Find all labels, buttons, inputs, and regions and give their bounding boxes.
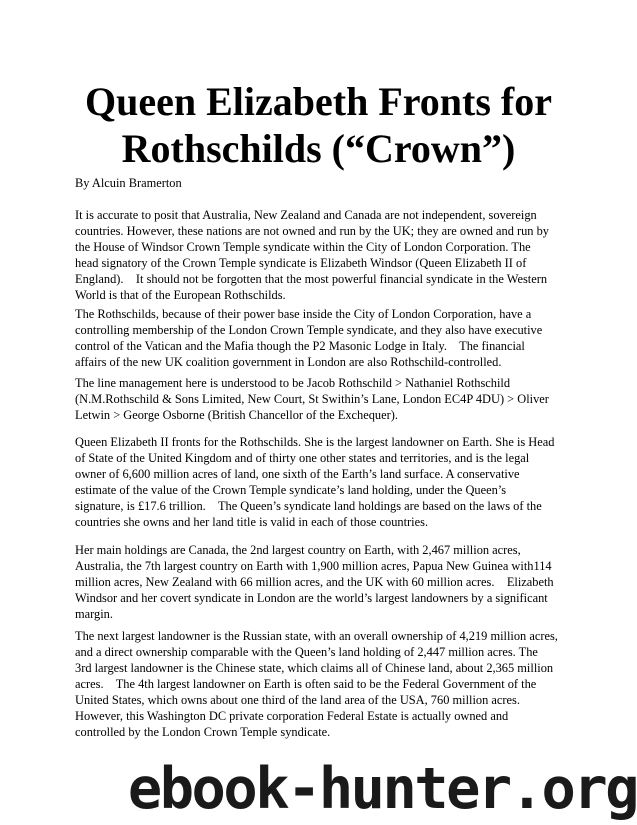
paragraph-5 (75, 542, 575, 622)
paragraph-line: the House of Windsor Crown Temple syndicate within the City of London Corporation. The (75, 240, 531, 254)
paragraph-line: million acres, New Zealand with 66 million acres, and the UK with 60 million acres. Elizabeth (75, 575, 554, 589)
paragraph-line: acres. The 4th largest landowner on Earth is often said to be the Federal Government of the (75, 677, 537, 691)
paragraph-line: (N.M.Rothschild & Sons Limited, New Court, St Swithin’s Lane, London EC4P 4DU) > Oliver (75, 392, 549, 406)
byline: By Alcuin Bramerton (75, 176, 182, 190)
paragraph-1 (75, 207, 575, 303)
paragraph-4 (75, 434, 575, 530)
paragraph-line: of State of the United Kingdom and of thirty one other states and territories, and is the legal (75, 451, 530, 465)
paragraph-line: 3rd largest landowner is the Chinese state, which claims all of Chinese land, about 2,365 million (75, 661, 554, 675)
paragraph-line: control of the Vatican and the Mafia though the P2 Masonic Lodge in Italy. The financial (75, 339, 525, 353)
paragraph-line: countries she owns and her land title is valid in each of those countries. (75, 515, 429, 529)
paragraph-2 (75, 306, 575, 370)
page-title (30, 78, 607, 172)
paragraph-line: England). It should not be forgotten that the most powerful financial syndicate in the Western (75, 272, 548, 286)
paragraph-line: Windsor and her covert syndicate in London are the world’s largest landowners by a significant (75, 591, 548, 605)
paragraph-line: World is that of the European Rothschilds. (75, 288, 286, 302)
watermark-text: ebook-hunter.org (127, 756, 637, 822)
paragraph-line: The line management here is understood to be Jacob Rothschild > Nathaniel Rothschild (75, 376, 511, 390)
paragraph-line: Her main holdings are Canada, the 2nd largest country on Earth, with 2,467 million acres, (75, 543, 521, 557)
title-line-2: Rothschilds (“Crown”) (121, 126, 516, 171)
paragraph-line: controlled by the London Crown Temple syndicate. (75, 725, 331, 739)
paragraph-line: controlling membership of the London Crown Temple syndicate, and they also have executive (75, 323, 543, 337)
paragraph-line: Australia, the 7th largest country on Earth with 1,900 million acres, Papua New Guinea with114 (75, 559, 552, 573)
paragraph-line: Letwin > George Osborne (British Chancellor of the Exchequer). (75, 408, 398, 422)
title-line-1: Queen Elizabeth Fronts for (84, 79, 552, 124)
paragraph-line: head signatory of the Crown Temple syndicate is Elizabeth Windsor (Queen Elizabeth II of (75, 256, 527, 270)
paragraph-line: Queen Elizabeth II fronts for the Rothschilds. She is the largest landowner on Earth. She is Head (75, 435, 555, 449)
paragraph-line: The Rothschilds, because of their power base inside the City of London Corporation, have a (75, 307, 532, 321)
paragraph-line: estimate of the value of the Crown Temple syndicate’s land holding, under the Queen’s (75, 483, 507, 497)
paragraph-line: However, this Washington DC private corporation Federal Estate is actually owned and (75, 709, 509, 723)
paragraph-3 (75, 375, 575, 423)
paragraph-line: countries. However, these nations are not owned and run by the UK; they are owned and run by (75, 224, 549, 238)
paragraph-line: United States, which owns about one third of the land area of the USA, 760 million acres. (75, 693, 520, 707)
paragraph-line: owner of 6,600 million acres of land, one sixth of the Earth’s land surface. A conservative (75, 467, 520, 481)
paragraph-line: It is accurate to posit that Australia, New Zealand and Canada are not independent, sovereign (75, 208, 537, 222)
paragraph-line: affairs of the new UK coalition government in London are also Rothschild-controlled. (75, 355, 502, 369)
paragraph-line: margin. (75, 607, 113, 621)
paragraph-6 (75, 628, 575, 740)
paragraph-line: and a direct ownership comparable with the Queen’s land holding of 2,447 million acres. The (75, 645, 538, 659)
paragraph-line: The next largest landowner is the Russian state, with an overall ownership of 4,219 million acres, (75, 629, 558, 643)
paragraph-line: signature, is £17.6 trillion. The Queen’s syndicate land holdings are based on the laws of the (75, 499, 542, 513)
